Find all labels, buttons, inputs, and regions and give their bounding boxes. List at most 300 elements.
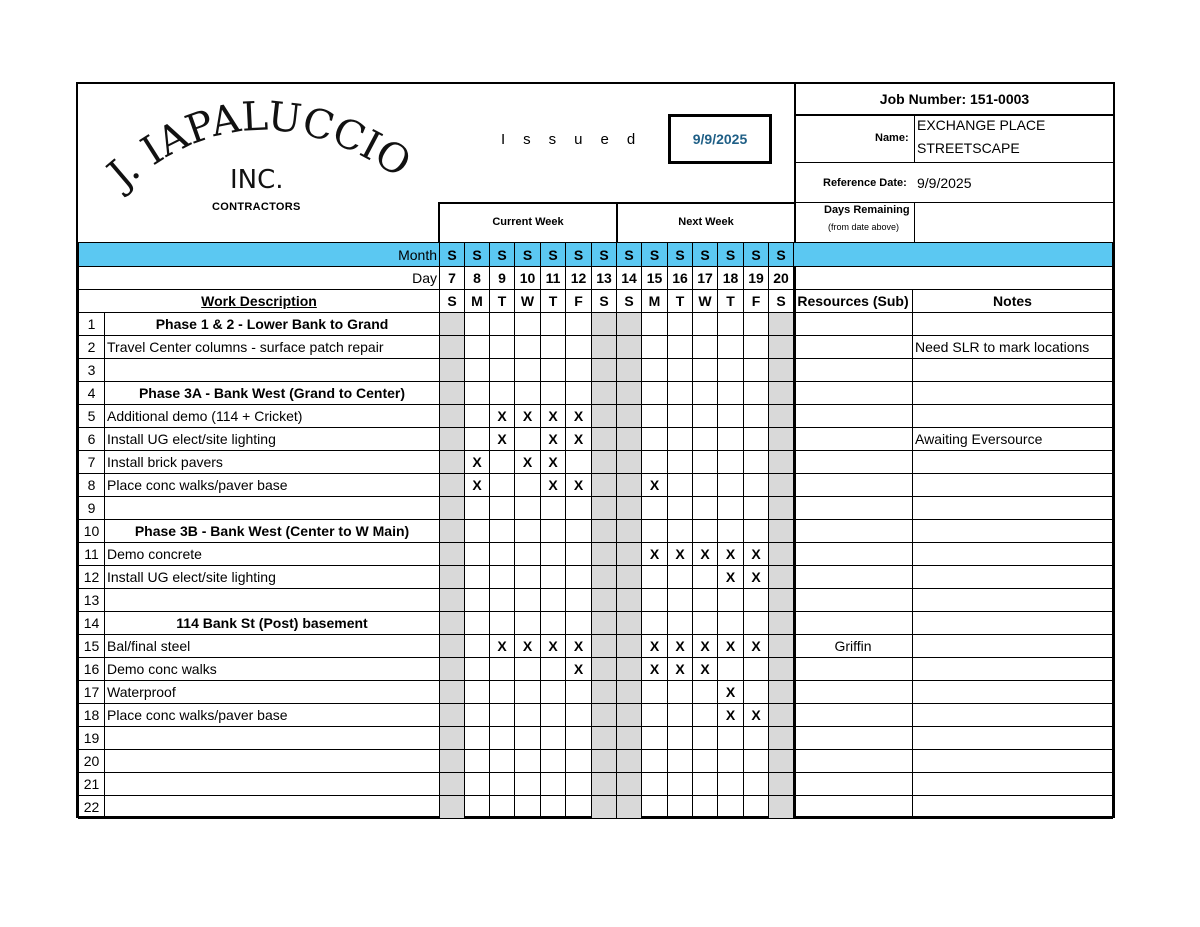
schedule-cell <box>566 727 592 750</box>
schedule-cell <box>465 681 490 704</box>
row-notes <box>913 612 1113 635</box>
schedule-cell <box>617 474 642 497</box>
weekday-cell: S <box>592 290 617 313</box>
schedule-cell <box>617 497 642 520</box>
month-cell: S <box>617 243 642 267</box>
schedule-cell <box>440 474 465 497</box>
schedule-cell <box>541 566 566 589</box>
schedule-cell <box>744 612 769 635</box>
schedule-cell <box>744 382 769 405</box>
schedule-cell <box>617 405 642 428</box>
row-description: Travel Center columns - surface patch repair <box>105 336 440 359</box>
row-resources <box>794 474 913 497</box>
schedule-cell <box>440 704 465 727</box>
schedule-cell: X <box>668 658 693 681</box>
schedule-cell <box>566 796 592 819</box>
schedule-cell <box>693 681 718 704</box>
schedule-cell <box>515 681 541 704</box>
row-resources <box>794 612 913 635</box>
schedule-cell <box>465 750 490 773</box>
table-row <box>79 451 1113 474</box>
schedule-cell <box>490 612 515 635</box>
day-number: 19 <box>744 267 769 290</box>
row-description: Demo conc walks <box>105 658 440 681</box>
row-number: 20 <box>79 750 105 773</box>
schedule-cell: X <box>718 543 744 566</box>
schedule-cell <box>668 313 693 336</box>
issued-date: 9/9/2025 <box>668 114 772 164</box>
row-number: 15 <box>79 635 105 658</box>
schedule-cell <box>769 405 794 428</box>
schedule-cell <box>566 543 592 566</box>
schedule-cell <box>668 704 693 727</box>
schedule-cell <box>465 566 490 589</box>
schedule-cell <box>744 313 769 336</box>
schedule-cell <box>718 497 744 520</box>
row-notes <box>913 658 1113 681</box>
schedule-cell <box>541 497 566 520</box>
row-resources <box>794 566 913 589</box>
table-row <box>79 543 1113 566</box>
schedule-cell <box>693 497 718 520</box>
row-number: 4 <box>79 382 105 405</box>
schedule-cell <box>465 428 490 451</box>
schedule-cell <box>465 405 490 428</box>
schedule-cell <box>515 382 541 405</box>
row-notes <box>913 566 1113 589</box>
weekday-cell: T <box>490 290 515 313</box>
weekday-row <box>79 290 1113 313</box>
schedule-cell <box>642 750 668 773</box>
schedule-cell <box>642 681 668 704</box>
day-number: 20 <box>769 267 794 290</box>
day-label: Day <box>79 267 440 290</box>
schedule-cell <box>617 727 642 750</box>
job-name-line1: EXCHANGE PLACE <box>917 117 1046 133</box>
schedule-cell <box>642 428 668 451</box>
schedule-grid <box>78 242 1113 819</box>
row-description: Install UG elect/site lighting <box>105 566 440 589</box>
month-cell: S <box>440 243 465 267</box>
row-number: 13 <box>79 589 105 612</box>
table-row <box>79 635 1113 658</box>
row-description: Phase 1 & 2 - Lower Bank to Grand <box>105 313 440 336</box>
row-resources <box>794 313 913 336</box>
row-number: 3 <box>79 359 105 382</box>
schedule-cell <box>617 750 642 773</box>
schedule-cell: X <box>541 635 566 658</box>
month-cell: S <box>718 243 744 267</box>
schedule-cell <box>490 566 515 589</box>
row-resources <box>794 451 913 474</box>
schedule-cell <box>440 543 465 566</box>
schedule-cell <box>642 612 668 635</box>
schedule-cell <box>490 658 515 681</box>
schedule-cell <box>515 520 541 543</box>
schedule-cell <box>668 566 693 589</box>
row-resources <box>794 382 913 405</box>
schedule-cell: X <box>744 543 769 566</box>
schedule-cell <box>592 428 617 451</box>
month-cell: S <box>465 243 490 267</box>
schedule-cell <box>769 612 794 635</box>
schedule-cell <box>642 382 668 405</box>
schedule-cell <box>440 405 465 428</box>
row-number: 8 <box>79 474 105 497</box>
schedule-cell <box>769 727 794 750</box>
schedule-cell <box>465 727 490 750</box>
schedule-cell <box>744 681 769 704</box>
schedule-cell <box>642 336 668 359</box>
schedule-cell <box>642 497 668 520</box>
schedule-cell <box>440 336 465 359</box>
schedule-cell <box>465 336 490 359</box>
month-cell: S <box>490 243 515 267</box>
schedule-cell: X <box>642 474 668 497</box>
schedule-cell: X <box>642 635 668 658</box>
schedule-cell <box>541 750 566 773</box>
table-row <box>79 796 1113 819</box>
row-description: Additional demo (114 + Cricket) <box>105 405 440 428</box>
schedule-cell: X <box>744 635 769 658</box>
schedule-cell <box>541 520 566 543</box>
schedule-cell: X <box>566 474 592 497</box>
schedule-cell <box>718 750 744 773</box>
schedule-cell <box>592 336 617 359</box>
row-resources <box>794 704 913 727</box>
row-description: Phase 3A - Bank West (Grand to Center) <box>105 382 440 405</box>
weekday-cell: S <box>440 290 465 313</box>
schedule-cell <box>490 750 515 773</box>
schedule-cell <box>617 359 642 382</box>
schedule-cell <box>465 658 490 681</box>
schedule-cell <box>541 796 566 819</box>
schedule-cell <box>541 543 566 566</box>
schedule-cell <box>541 359 566 382</box>
schedule-cell: X <box>642 543 668 566</box>
schedule-cell <box>515 796 541 819</box>
schedule-cell: X <box>490 405 515 428</box>
weekday-cell: T <box>541 290 566 313</box>
row-resources: Griffin <box>794 635 913 658</box>
schedule-cell <box>718 336 744 359</box>
schedule-cell <box>693 566 718 589</box>
schedule-cell <box>718 313 744 336</box>
schedule-cell <box>592 474 617 497</box>
schedule-cell <box>769 566 794 589</box>
row-number: 6 <box>79 428 105 451</box>
schedule-cell <box>744 405 769 428</box>
row-description <box>105 773 440 796</box>
day-number: 10 <box>515 267 541 290</box>
schedule-cell <box>515 727 541 750</box>
schedule-cell <box>693 773 718 796</box>
schedule-cell <box>744 428 769 451</box>
schedule-cell <box>566 451 592 474</box>
schedule-cell <box>515 543 541 566</box>
schedule-cell <box>566 497 592 520</box>
schedule-cell <box>693 727 718 750</box>
schedule-cell <box>465 313 490 336</box>
schedule-cell <box>769 589 794 612</box>
month-cell: S <box>592 243 617 267</box>
schedule-cell <box>718 382 744 405</box>
schedule-cell <box>490 497 515 520</box>
reference-date-label: Reference Date: <box>823 177 907 189</box>
weekday-cell: F <box>566 290 592 313</box>
schedule-cell <box>592 635 617 658</box>
schedule-cell <box>490 313 515 336</box>
schedule-cell <box>541 681 566 704</box>
day-number: 17 <box>693 267 718 290</box>
schedule-cell <box>744 474 769 497</box>
schedule-cell <box>465 543 490 566</box>
schedule-cell <box>642 704 668 727</box>
row-number: 5 <box>79 405 105 428</box>
schedule-cell <box>693 451 718 474</box>
schedule-cell <box>617 635 642 658</box>
schedule-cell <box>693 612 718 635</box>
schedule-cell <box>592 382 617 405</box>
schedule-cell <box>515 750 541 773</box>
schedule-cell <box>642 405 668 428</box>
schedule-cell <box>769 359 794 382</box>
schedule-cell <box>693 750 718 773</box>
schedule-cell <box>617 704 642 727</box>
row-notes <box>913 773 1113 796</box>
schedule-cell <box>617 520 642 543</box>
weekday-cell: M <box>642 290 668 313</box>
next-week-label: Next Week <box>678 216 734 228</box>
row-description <box>105 497 440 520</box>
schedule-cell <box>566 589 592 612</box>
row-notes <box>913 474 1113 497</box>
schedule-cell <box>617 428 642 451</box>
schedule-cell <box>718 589 744 612</box>
schedule-cell <box>490 543 515 566</box>
day-number: 16 <box>668 267 693 290</box>
schedule-cell <box>617 589 642 612</box>
row-notes <box>913 750 1113 773</box>
row-number: 10 <box>79 520 105 543</box>
schedule-cell <box>642 520 668 543</box>
schedule-cell <box>668 681 693 704</box>
schedule-cell <box>592 451 617 474</box>
schedule-cell: X <box>718 681 744 704</box>
schedule-cell <box>566 313 592 336</box>
schedule-cell <box>541 589 566 612</box>
schedule-cell <box>592 750 617 773</box>
day-number: 7 <box>440 267 465 290</box>
row-resources <box>794 658 913 681</box>
schedule-cell <box>515 773 541 796</box>
row-resources <box>794 750 913 773</box>
table-row <box>79 704 1113 727</box>
row-description: Phase 3B - Bank West (Center to W Main) <box>105 520 440 543</box>
schedule-cell <box>744 336 769 359</box>
schedule-cell <box>566 681 592 704</box>
schedule-cell <box>668 612 693 635</box>
schedule-cell <box>744 451 769 474</box>
row-notes <box>913 727 1113 750</box>
schedule-cell: X <box>566 658 592 681</box>
schedule-cell: X <box>566 428 592 451</box>
schedule-cell <box>642 589 668 612</box>
schedule-sheet <box>76 82 1115 818</box>
schedule-cell <box>465 359 490 382</box>
day-number: 12 <box>566 267 592 290</box>
schedule-cell <box>642 773 668 796</box>
table-row <box>79 428 1113 451</box>
row-number: 1 <box>79 313 105 336</box>
month-cell: S <box>541 243 566 267</box>
schedule-cell <box>769 313 794 336</box>
schedule-cell <box>440 681 465 704</box>
schedule-cell <box>592 796 617 819</box>
schedule-cell <box>465 635 490 658</box>
contractors-label: CONTRACTORS <box>212 201 301 213</box>
schedule-cell <box>490 796 515 819</box>
schedule-cell <box>592 543 617 566</box>
month-cell: S <box>744 243 769 267</box>
schedule-cell <box>769 382 794 405</box>
schedule-cell: X <box>541 405 566 428</box>
row-resources <box>794 773 913 796</box>
schedule-cell <box>744 520 769 543</box>
job-number: Job Number: 151-0003 <box>879 91 1030 107</box>
schedule-table <box>78 242 1113 819</box>
schedule-cell <box>566 382 592 405</box>
month-filler <box>794 243 1113 267</box>
schedule-cell: X <box>668 635 693 658</box>
schedule-cell <box>693 359 718 382</box>
schedule-cell: X <box>566 405 592 428</box>
days-remaining-label: Days Remaining <box>824 204 910 216</box>
schedule-cell <box>490 727 515 750</box>
month-cell: S <box>693 243 718 267</box>
schedule-cell <box>515 704 541 727</box>
schedule-cell <box>592 773 617 796</box>
schedule-cell: X <box>515 405 541 428</box>
row-notes <box>913 635 1113 658</box>
schedule-cell <box>440 612 465 635</box>
schedule-cell <box>668 359 693 382</box>
row-number: 22 <box>79 796 105 819</box>
schedule-cell <box>592 612 617 635</box>
schedule-cell <box>642 566 668 589</box>
schedule-cell <box>541 704 566 727</box>
schedule-cell <box>515 658 541 681</box>
row-resources <box>794 405 913 428</box>
table-row <box>79 566 1113 589</box>
row-description: Place conc walks/paver base <box>105 704 440 727</box>
row-resources <box>794 727 913 750</box>
day-number: 11 <box>541 267 566 290</box>
row-number: 18 <box>79 704 105 727</box>
notes-header: Notes <box>913 290 1113 313</box>
schedule-cell <box>592 566 617 589</box>
month-cell: S <box>515 243 541 267</box>
schedule-cell <box>744 750 769 773</box>
schedule-cell <box>515 359 541 382</box>
row-notes <box>913 359 1113 382</box>
schedule-cell <box>541 313 566 336</box>
schedule-cell <box>693 405 718 428</box>
row-resources <box>794 589 913 612</box>
schedule-cell <box>592 405 617 428</box>
row-resources <box>794 543 913 566</box>
schedule-cell: X <box>642 658 668 681</box>
schedule-cell <box>566 336 592 359</box>
schedule-cell: X <box>515 635 541 658</box>
weekday-cell: S <box>769 290 794 313</box>
logo-text: J. IAPALUCCIO <box>99 93 419 198</box>
schedule-cell <box>490 451 515 474</box>
table-row <box>79 336 1113 359</box>
row-number: 9 <box>79 497 105 520</box>
row-resources <box>794 520 913 543</box>
schedule-cell <box>566 359 592 382</box>
row-number: 12 <box>79 566 105 589</box>
schedule-cell <box>490 704 515 727</box>
schedule-cell <box>541 658 566 681</box>
schedule-cell <box>744 497 769 520</box>
schedule-cell: X <box>718 566 744 589</box>
row-description <box>105 796 440 819</box>
current-week-label: Current Week <box>492 216 564 228</box>
row-resources <box>794 336 913 359</box>
schedule-cell: X <box>744 704 769 727</box>
day-number: 9 <box>490 267 515 290</box>
schedule-cell <box>515 612 541 635</box>
schedule-cell <box>617 313 642 336</box>
schedule-cell <box>515 428 541 451</box>
logo-graphic <box>78 84 439 242</box>
schedule-cell <box>718 474 744 497</box>
schedule-cell <box>617 796 642 819</box>
schedule-cell <box>718 428 744 451</box>
row-notes <box>913 796 1113 819</box>
schedule-cell <box>515 313 541 336</box>
schedule-cell <box>769 704 794 727</box>
schedule-cell <box>693 313 718 336</box>
schedule-cell <box>617 451 642 474</box>
resources-header: Resources (Sub) <box>794 290 913 313</box>
schedule-cell <box>693 336 718 359</box>
schedule-cell <box>718 796 744 819</box>
schedule-cell <box>541 612 566 635</box>
table-row <box>79 382 1113 405</box>
schedule-cell <box>642 451 668 474</box>
schedule-cell <box>440 520 465 543</box>
schedule-cell <box>592 313 617 336</box>
schedule-cell <box>769 336 794 359</box>
row-number: 11 <box>79 543 105 566</box>
schedule-cell <box>668 451 693 474</box>
weekday-cell: M <box>465 290 490 313</box>
schedule-cell <box>769 474 794 497</box>
days-remaining-sub: (from date above) <box>828 222 900 232</box>
schedule-cell <box>769 796 794 819</box>
schedule-cell <box>465 773 490 796</box>
issued-label: Issued <box>501 131 654 148</box>
schedule-cell <box>515 474 541 497</box>
schedule-cell <box>769 520 794 543</box>
row-number: 7 <box>79 451 105 474</box>
schedule-cell: X <box>490 635 515 658</box>
schedule-cell <box>465 589 490 612</box>
table-row <box>79 612 1113 635</box>
